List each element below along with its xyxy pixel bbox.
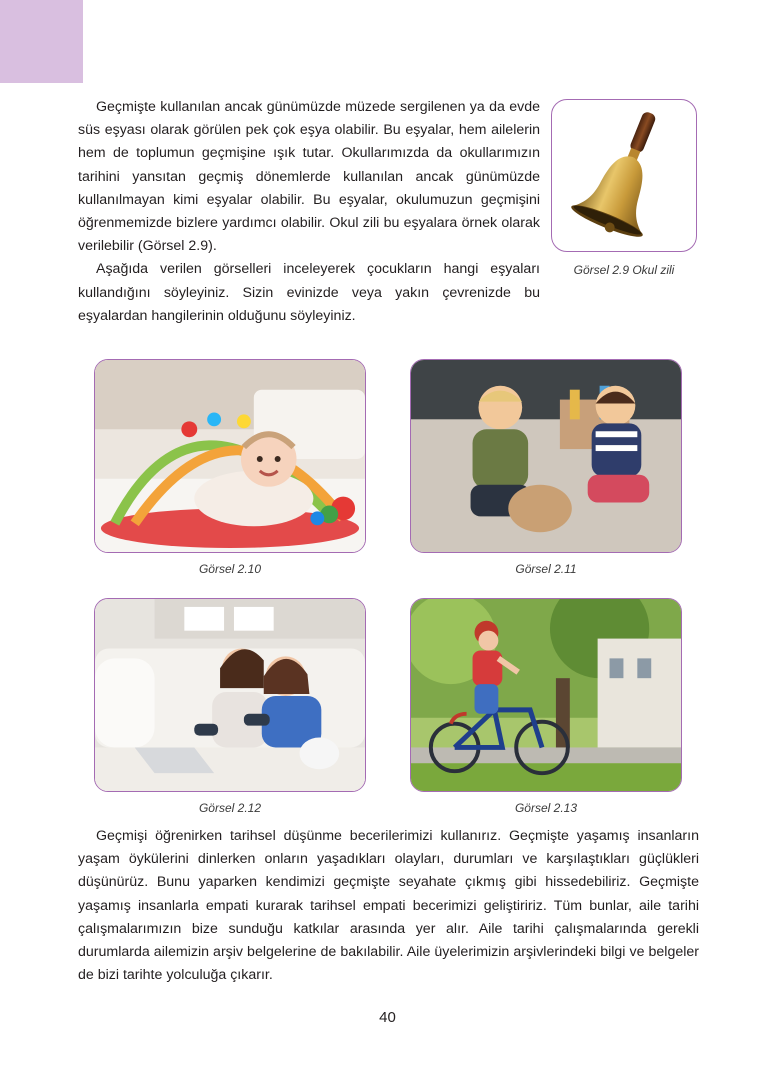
intro-paragraph-2: Aşağıda verilen görselleri inceleyerek çocukların hangi eşyaları kullandığını söyleyiniz. Sizin evinizde veya yakın çevrenizde bu eşyalardan hangilerinin olduğunu söyleyiniz. [78,261,540,324]
baby-caption: Görsel 2.10 [198,562,262,576]
bell-icon [552,100,696,251]
page-number: 40 [379,1009,396,1026]
intro-text [78,96,540,328]
outro-text [78,825,699,987]
baby-play-gym-photo [94,359,366,553]
intro-paragraph-1: Geçmişte kullanılan ancak günümüzde müzede sergilenen ya da evde süs eşyası olarak görülen pek çok eşya olabilir. Bu eşyalar, hem ailelerin hem de toplumun geçmişine ışık tutar. Okullarımızda da okullarımızın tarihini yansıtan geçmiş dönemlerde kullanılan ancak günümüzde kullanılmayan kimi eşyalar olabilir. Bu eşyalar, okulumuzun geçmişini öğrenmemizde bizlere yardımcı olabilir. Okul zili bu eşyalara örnek olarak verilebilir (Görsel 2.9). [78,99,540,255]
bicycle-photo [410,598,682,792]
outro-paragraph: Geçmişi öğrenirken tarihsel düşünme becerilerimizi kullanırız. Geçmişte yaşamış insanların yaşam öykülerini dinlerken onların yaşadıkları olayları, durumları ve karşılaştıkları güçlükleri düşünürüz. Bunu yaparken kendimizi geçmişte seyahate çıkmış gibi hissedebiliriz. Geçmişte yaşamış insanlarla empati kurarak tarihsel empati becerimizi geliştiririz. Tüm bunlar, aile tarihi çalışmalarımızın bize sunduğu katkılar arasında yer alır. Aile tarihi çalışmalarında gerekli durumlarda ailemizin arşiv belgelerine de bakılabilir. Aile üyelerimizin arşivlerindeki bilgi ve belgeler de bizi tarihte yolculuğa çıkarır. [78,828,699,984]
toddlers-caption: Görsel 2.11 [515,562,577,576]
chapter-corner-tab [0,0,83,83]
school-bell-image [551,99,697,252]
bicycle-caption: Görsel 2.13 [514,801,578,815]
gaming-caption: Görsel 2.12 [198,801,262,815]
gaming-photo [94,598,366,792]
toddlers-toys-photo [410,359,682,553]
bell-caption: Görsel 2.9 Okul zili [573,263,675,277]
